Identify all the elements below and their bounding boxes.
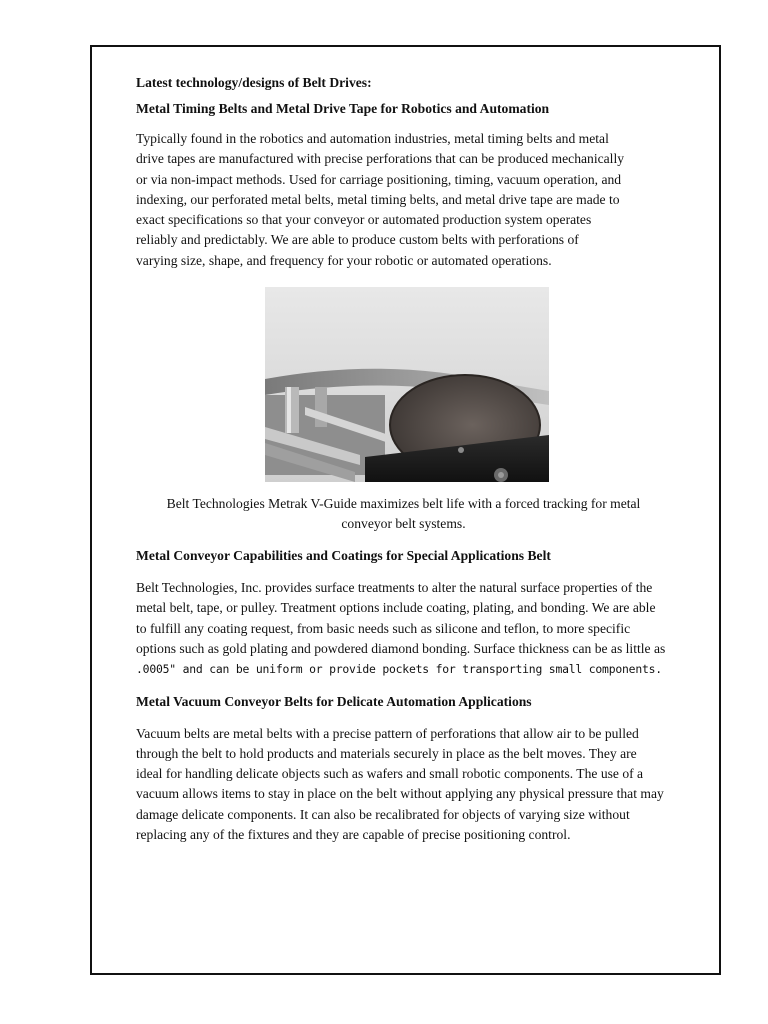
section1-line: reliably and predictably. We are able to produce custom belts with perforations of [136, 232, 579, 248]
section2-line: options such as gold plating and powdered diamond bonding. Surface thickness can be as little as [136, 640, 666, 656]
section1-line: Typically found in the robotics and automation industries, metal timing belts and metal [136, 131, 609, 146]
section2-body [136, 578, 736, 679]
section3-line: ideal for handling delicate objects such as wafers and small robotic components. The use of a [136, 766, 644, 782]
metrak-v-guide-photo [265, 287, 549, 482]
document-content [136, 73, 726, 845]
section2-line: to fulfill any coating request, from basic needs such as silicone and teflon, to more specific [136, 620, 631, 636]
figure-caption [136, 494, 671, 534]
main-heading: Latest technology/designs of Belt Drives: [136, 75, 372, 90]
section2-title: Metal Conveyor Capabilities and Coatings for Special Applications Belt [136, 548, 551, 564]
section1-body [136, 129, 726, 271]
section3-line: through the belt to hold products and materials securely in place as the belt moves. They are [136, 745, 637, 761]
section1-line: varying size, shape, and frequency for your robotic or automated operations. [136, 252, 552, 268]
section3-line: damage delicate components. It can also be recalibrated for objects of varying size without [136, 806, 630, 822]
section1-line: indexing, our perforated metal belts, metal timing belts, and metal drive tape are made to [136, 191, 620, 207]
section3-body [136, 724, 736, 846]
section2-mono-line: .0005" and can be uniform or provide pockets for transporting small components. [136, 662, 662, 677]
section3-title: Metal Vacuum Conveyor Belts for Delicate Automation Applications [136, 693, 532, 709]
section1-line: or via non-impact methods. Used for carriage positioning, timing, vacuum operation, and [136, 171, 622, 187]
caption-line: Belt Technologies Metrak V-Guide maximizes belt life with a forced tracking for metal [166, 496, 641, 512]
document-page [90, 45, 721, 975]
section2-line: metal belt, tape, or pulley. Treatment options include coating, plating, and bonding. We are able [136, 600, 656, 616]
section1-line: exact specifications so that your conveyor or automated production system operates [136, 212, 592, 228]
section3-line: vacuum allows items to stay in place on the belt without applying any physical pressure that may [136, 786, 664, 802]
section3-line: Vacuum belts are metal belts with a precise pattern of perforations that allow air to be pulled [136, 725, 639, 741]
caption-line: conveyor belt systems. [341, 516, 466, 532]
section3-line: replacing any of the fixtures and they are capable of precise positioning control. [136, 827, 571, 843]
section1-title: Metal Timing Belts and Metal Drive Tape for Robotics and Automation [136, 101, 550, 116]
section1-line: drive tapes are manufactured with precise perforations that can be produced mechanically [136, 151, 625, 167]
section2-line: Belt Technologies, Inc. provides surface treatments to alter the natural surface properties of the [136, 580, 653, 596]
